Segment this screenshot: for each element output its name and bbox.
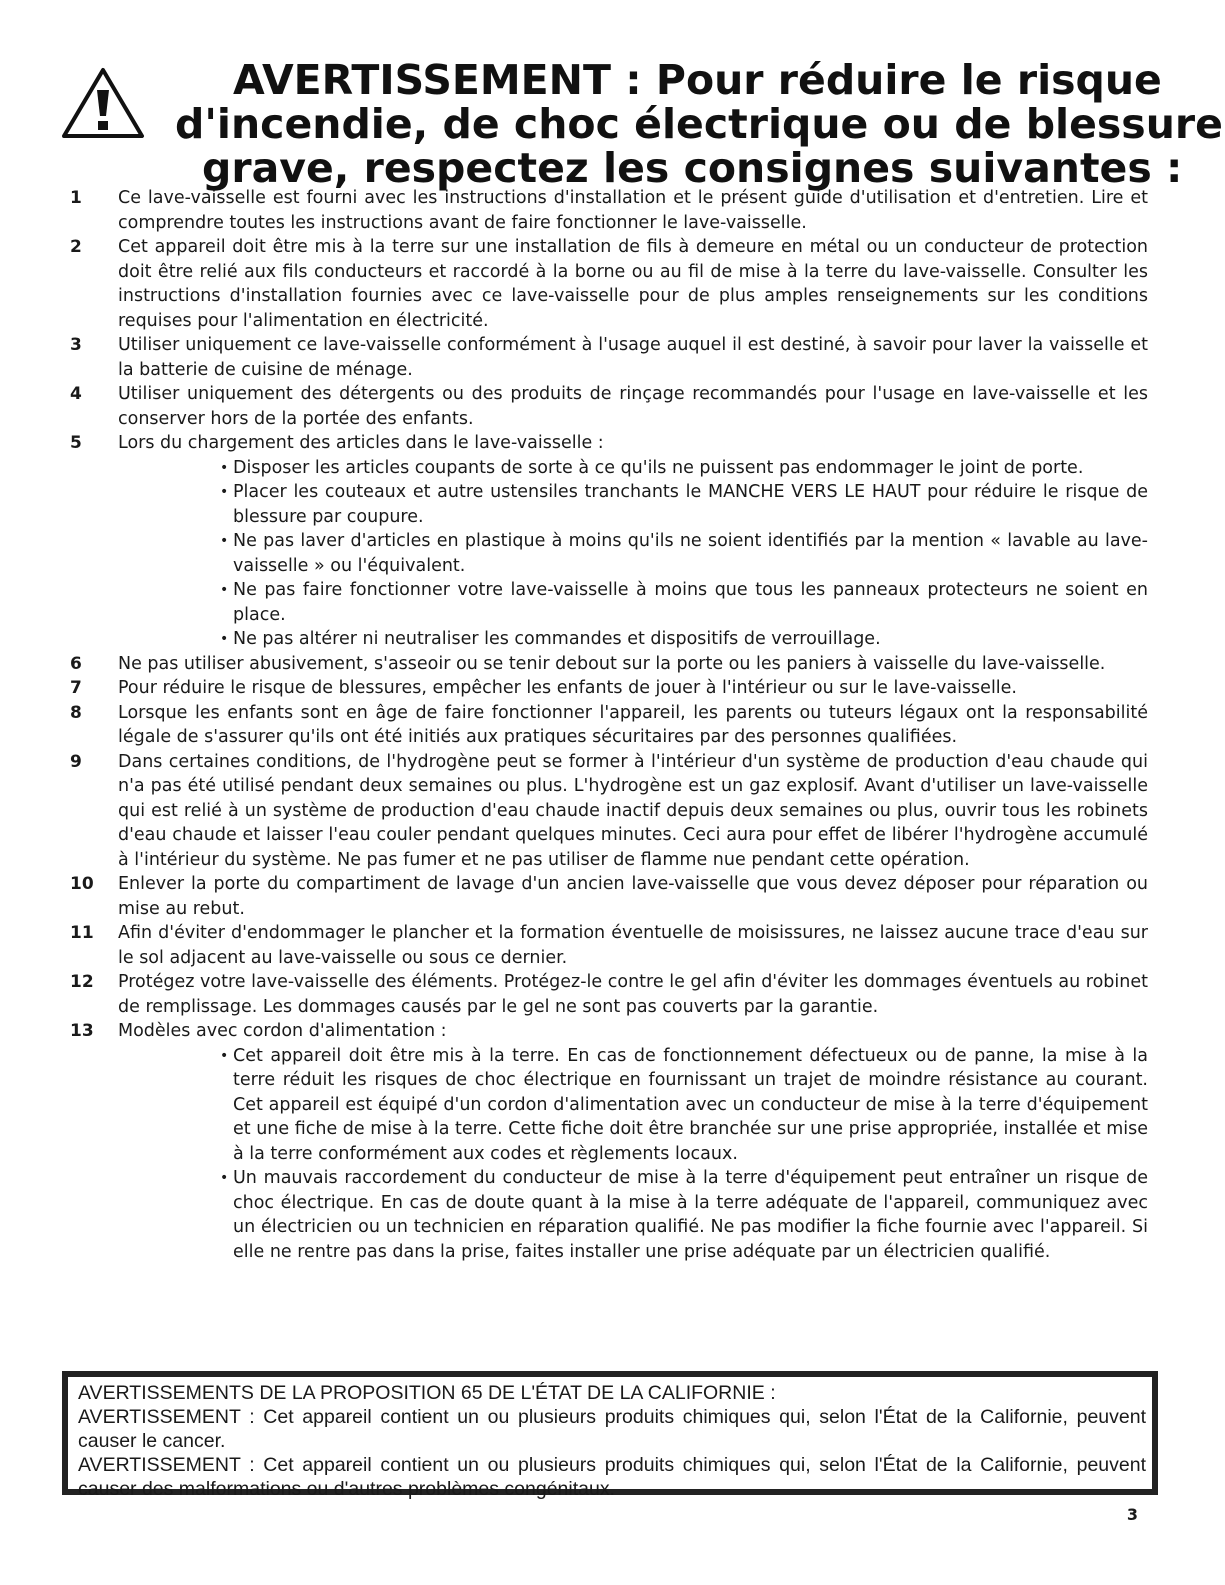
- item-text: Enlever la porte du compartiment de lavage d'un ancien lave-vaisselle que vous devez déposer pour réparation ou mise au rebut.: [118, 874, 1148, 919]
- instruction-item: [60, 872, 1148, 921]
- bullet-item: • Un mauvais raccordement du conducteur de mise à la terre d'équipement peut entraîner un risque de choc électrique. En cas de doute quant à la mise à la terre adéquate de l'appareil, communiquez avec un électricien ou un technicien en réparation qualifié. Ne pas modifier la fiche fournie avec l'appareil. Si elle ne rentre pas dans la prise, faites installer une prise adéquate par un électricien qualifié.: [220, 1166, 1148, 1264]
- item-text: Lors du chargement des articles dans le lave-vaisselle :: [118, 433, 604, 453]
- item-number: 1: [70, 188, 82, 208]
- prop65-cancer-warning: AVERTISSEMENT : Cet appareil contient un ou plusieurs produits chimiques qui, selon l'État de la Californie, peuvent causer le cancer.: [78, 1406, 1146, 1452]
- instruction-item: [60, 701, 1148, 750]
- prop65-heading: AVERTISSEMENTS DE LA PROPOSITION 65 DE L'ÉTAT DE LA CALIFORNIE :: [78, 1382, 776, 1404]
- instruction-item: [60, 235, 1148, 333]
- bullet-item: • Ne pas laver d'articles en plastique à moins qu'ils ne soient identifiés par la mention « lavable au lave-vaisselle » ou l'équivalent.: [220, 529, 1148, 578]
- item-text: Utiliser uniquement des détergents ou des produits de rinçage recommandés pour l'usage en lave-vaisselle et les conserver hors de la portée des enfants.: [118, 384, 1148, 429]
- title-line-2: d'incendie, de choc électrique ou de blessure: [175, 100, 1223, 148]
- instruction-item: [60, 750, 1148, 873]
- prop65-warning-box: [62, 1371, 1158, 1500]
- item-number: 10: [70, 874, 94, 894]
- warning-header: [60, 56, 1223, 192]
- warning-triangle-icon: [60, 66, 146, 142]
- bullet-item: • Placer les couteaux et autre ustensiles tranchants le MANCHE VERS LE HAUT pour réduire le risque de blessure par coupure.: [220, 480, 1148, 529]
- bullet-item: • Disposer les articles coupants de sorte à ce qu'ils ne puissent pas endommager le joint de porte.: [220, 456, 1148, 481]
- bullet-list: [118, 456, 1148, 652]
- item-number: 3: [70, 335, 82, 355]
- item-number: 12: [70, 972, 94, 992]
- item-text: Lorsque les enfants sont en âge de faire fonctionner l'appareil, les parents ou tuteurs légaux ont la responsabilité légale de s'assurer qu'ils ont été initiés aux pratiques sécuritaires par des personnes qualifiées.: [118, 702, 1148, 747]
- item-text: Cet appareil doit être mis à la terre sur une installation de fils à demeure en métal ou un conducteur de protection doit être relié aux fils conducteurs et raccordé à la borne ou au fil de mise à la terre du lave-vaisselle. Consulter les instructions d'installation fournies avec ce lave-vaisselle pour de plus amples renseignements sur les conditions requises pour l'alimentation en électricité.: [118, 237, 1148, 331]
- bullet-list: [118, 1044, 1148, 1265]
- item-number: 11: [70, 923, 94, 943]
- instruction-item: [60, 921, 1148, 970]
- instruction-item: [60, 970, 1148, 1019]
- page-number: 3: [1126, 1505, 1138, 1524]
- item-number: 9: [70, 751, 82, 772]
- item-text: Protégez votre lave-vaisselle des éléments. Protégez-le contre le gel afin d'éviter les dommages éventuels au robinet de remplissage. Les dommages causés par le gel ne sont pas couverts par la garantie.: [118, 972, 1148, 1017]
- item-number: 2: [70, 237, 82, 257]
- item-text: Modèles avec cordon d'alimentation :: [118, 1021, 447, 1041]
- item-text: Utiliser uniquement ce lave-vaisselle conformément à l'usage auquel il est destiné, à savoir pour laver la vaisselle et la batterie de cuisine de ménage.: [118, 335, 1148, 380]
- item-number: 8: [70, 702, 82, 723]
- safety-instructions-list: [60, 186, 1148, 1264]
- item-number: 13: [70, 1021, 94, 1041]
- item-text: Ne pas utiliser abusivement, s'asseoir ou se tenir debout sur la porte ou les paniers à vaisselle du lave-vaisselle.: [118, 653, 1106, 674]
- instruction-item: [60, 676, 1148, 701]
- page-title: [175, 56, 1223, 192]
- item-text: Pour réduire le risque de blessures, empêcher les enfants de jouer à l'intérieur ou sur le lave-vaisselle.: [118, 678, 1017, 698]
- instruction-item: [60, 1019, 1148, 1264]
- instruction-item: [60, 186, 1148, 235]
- item-number: 7: [70, 678, 82, 698]
- bullet-item: • Ne pas faire fonctionner votre lave-vaisselle à moins que tous les panneaux protecteurs ne soient en place.: [220, 578, 1148, 627]
- instruction-item: [60, 431, 1148, 652]
- title-line-1: AVERTISSEMENT : Pour réduire le risque: [233, 56, 1162, 104]
- item-number: 6: [70, 653, 82, 674]
- instruction-item: [60, 652, 1148, 677]
- bullet-item: • Cet appareil doit être mis à la terre. En cas de fonctionnement défectueux ou de panne, la mise à la terre réduit les risques de choc électrique en fournissant un trajet de moindre résistance au courant. Cet appareil est équipé d'un cordon d'alimentation avec un conducteur de mise à la terre d'équipement et une fiche de mise à la terre. Cette fiche doit être branchée sur une prise appropriée, installée et mise à la terre conformément aux codes et règlements locaux.: [220, 1044, 1148, 1167]
- item-text: Ce lave-vaisselle est fourni avec les instructions d'installation et le présent guide d'utilisation et d'entretien. Lire et comprendre toutes les instructions avant de faire fonctionner le lave-vaisselle.: [118, 188, 1148, 233]
- title-line-3: grave, respectez les consignes suivantes :: [202, 144, 1183, 192]
- instruction-item: [60, 382, 1148, 431]
- item-text: Dans certaines conditions, de l'hydrogène peut se former à l'intérieur d'un système de production d'eau chaude qui n'a pas été utilisé pendant deux semaines ou plus. L'hydrogène est un gaz explosif. Avant d'utiliser un lave-vaisselle qui est relié à un système de production d'eau chaude inactif depuis deux semaines ou plus, ouvrir tous les robinets d'eau chaude et laisser l'eau couler pendant quelques minutes. Ceci aura pour effet de libérer l'hydrogène accumulé à l'intérieur du système. Ne pas fumer et ne pas utiliser de flamme nue pendant cette opération.: [118, 751, 1148, 870]
- bullet-item: • Ne pas altérer ni neutraliser les commandes et dispositifs de verrouillage.: [220, 627, 1148, 652]
- prop65-birth-defects-warning: AVERTISSEMENT : Cet appareil contient un ou plusieurs produits chimiques qui, selon l'État de la Californie, peuvent causer des malformations ou d'autres problèmes congénitaux.: [78, 1454, 1146, 1500]
- item-text: Afin d'éviter d'endommager le plancher et la formation éventuelle de moisissures, ne laissez aucune trace d'eau sur le sol adjacent au lave-vaisselle ou sous ce dernier.: [118, 923, 1148, 968]
- instruction-item: [60, 333, 1148, 382]
- item-number: 4: [70, 384, 82, 404]
- item-number: 5: [70, 433, 82, 453]
